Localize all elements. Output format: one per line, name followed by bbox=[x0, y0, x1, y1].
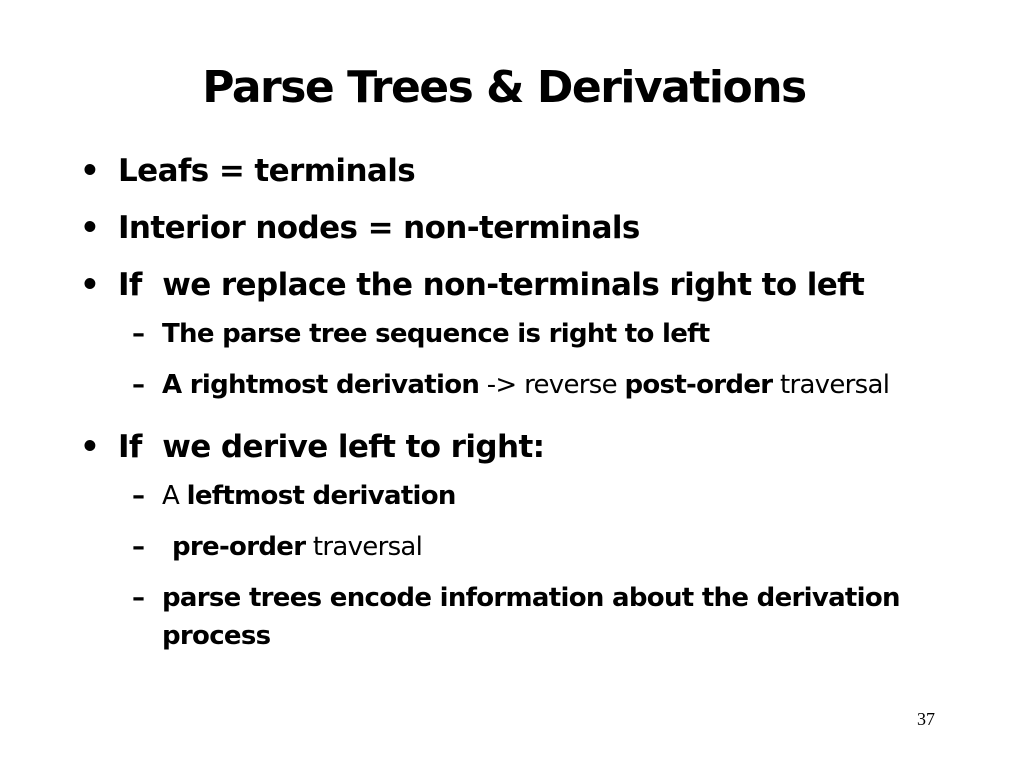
sub-bullet-prefix: A bbox=[162, 370, 190, 400]
sub-bullet-item bbox=[80, 366, 900, 404]
bullet-item bbox=[80, 264, 900, 307]
bullet-item bbox=[80, 207, 900, 250]
sub-bullet-prefix: A bbox=[162, 481, 187, 511]
bullet-text: Leafs = terminals bbox=[118, 153, 416, 189]
bullet-dot: • bbox=[80, 210, 100, 246]
sub-bullet-dash: – bbox=[132, 319, 145, 349]
bullet-dot: • bbox=[80, 429, 100, 465]
bullet-list bbox=[80, 150, 900, 668]
bullet-item bbox=[80, 150, 900, 193]
sub-bullet-suffix: traversal bbox=[305, 532, 423, 562]
bullet-item bbox=[80, 426, 900, 469]
bullet-dot: • bbox=[80, 153, 100, 189]
slide-title: Parse Trees & Derivations bbox=[202, 62, 806, 113]
emphasis-rightmost-derivation: rightmost derivation bbox=[189, 370, 480, 400]
emphasis-post-order: post-order bbox=[624, 370, 773, 400]
bullet-text: If we replace the non-terminals right to left bbox=[118, 267, 865, 303]
sub-bullet-item bbox=[80, 315, 900, 353]
bullet-text: If we derive left to right: bbox=[118, 429, 545, 465]
sub-bullet-item bbox=[80, 477, 900, 515]
sub-bullet-item bbox=[80, 528, 900, 566]
sub-bullet-text: parse trees encode information about the derivation process bbox=[162, 583, 900, 651]
sub-bullet-dash: – bbox=[132, 532, 145, 562]
sub-bullet-text: The parse tree sequence is right to left bbox=[162, 319, 710, 349]
page-number: 37 bbox=[917, 709, 935, 729]
emphasis-leftmost-derivation: leftmost derivation bbox=[186, 481, 456, 511]
sub-bullet-suffix: traversal bbox=[772, 370, 890, 400]
sub-bullet-middle: -> reverse bbox=[479, 370, 625, 400]
bullet-dot: • bbox=[80, 267, 100, 303]
sub-bullet-dash: – bbox=[132, 583, 145, 613]
sub-bullet-dash: – bbox=[132, 370, 145, 400]
emphasis-pre-order: pre-order bbox=[172, 532, 306, 562]
bullet-text: Interior nodes = non-terminals bbox=[118, 210, 640, 246]
sub-bullet-item bbox=[80, 579, 900, 655]
sub-bullet-dash: – bbox=[132, 481, 145, 511]
